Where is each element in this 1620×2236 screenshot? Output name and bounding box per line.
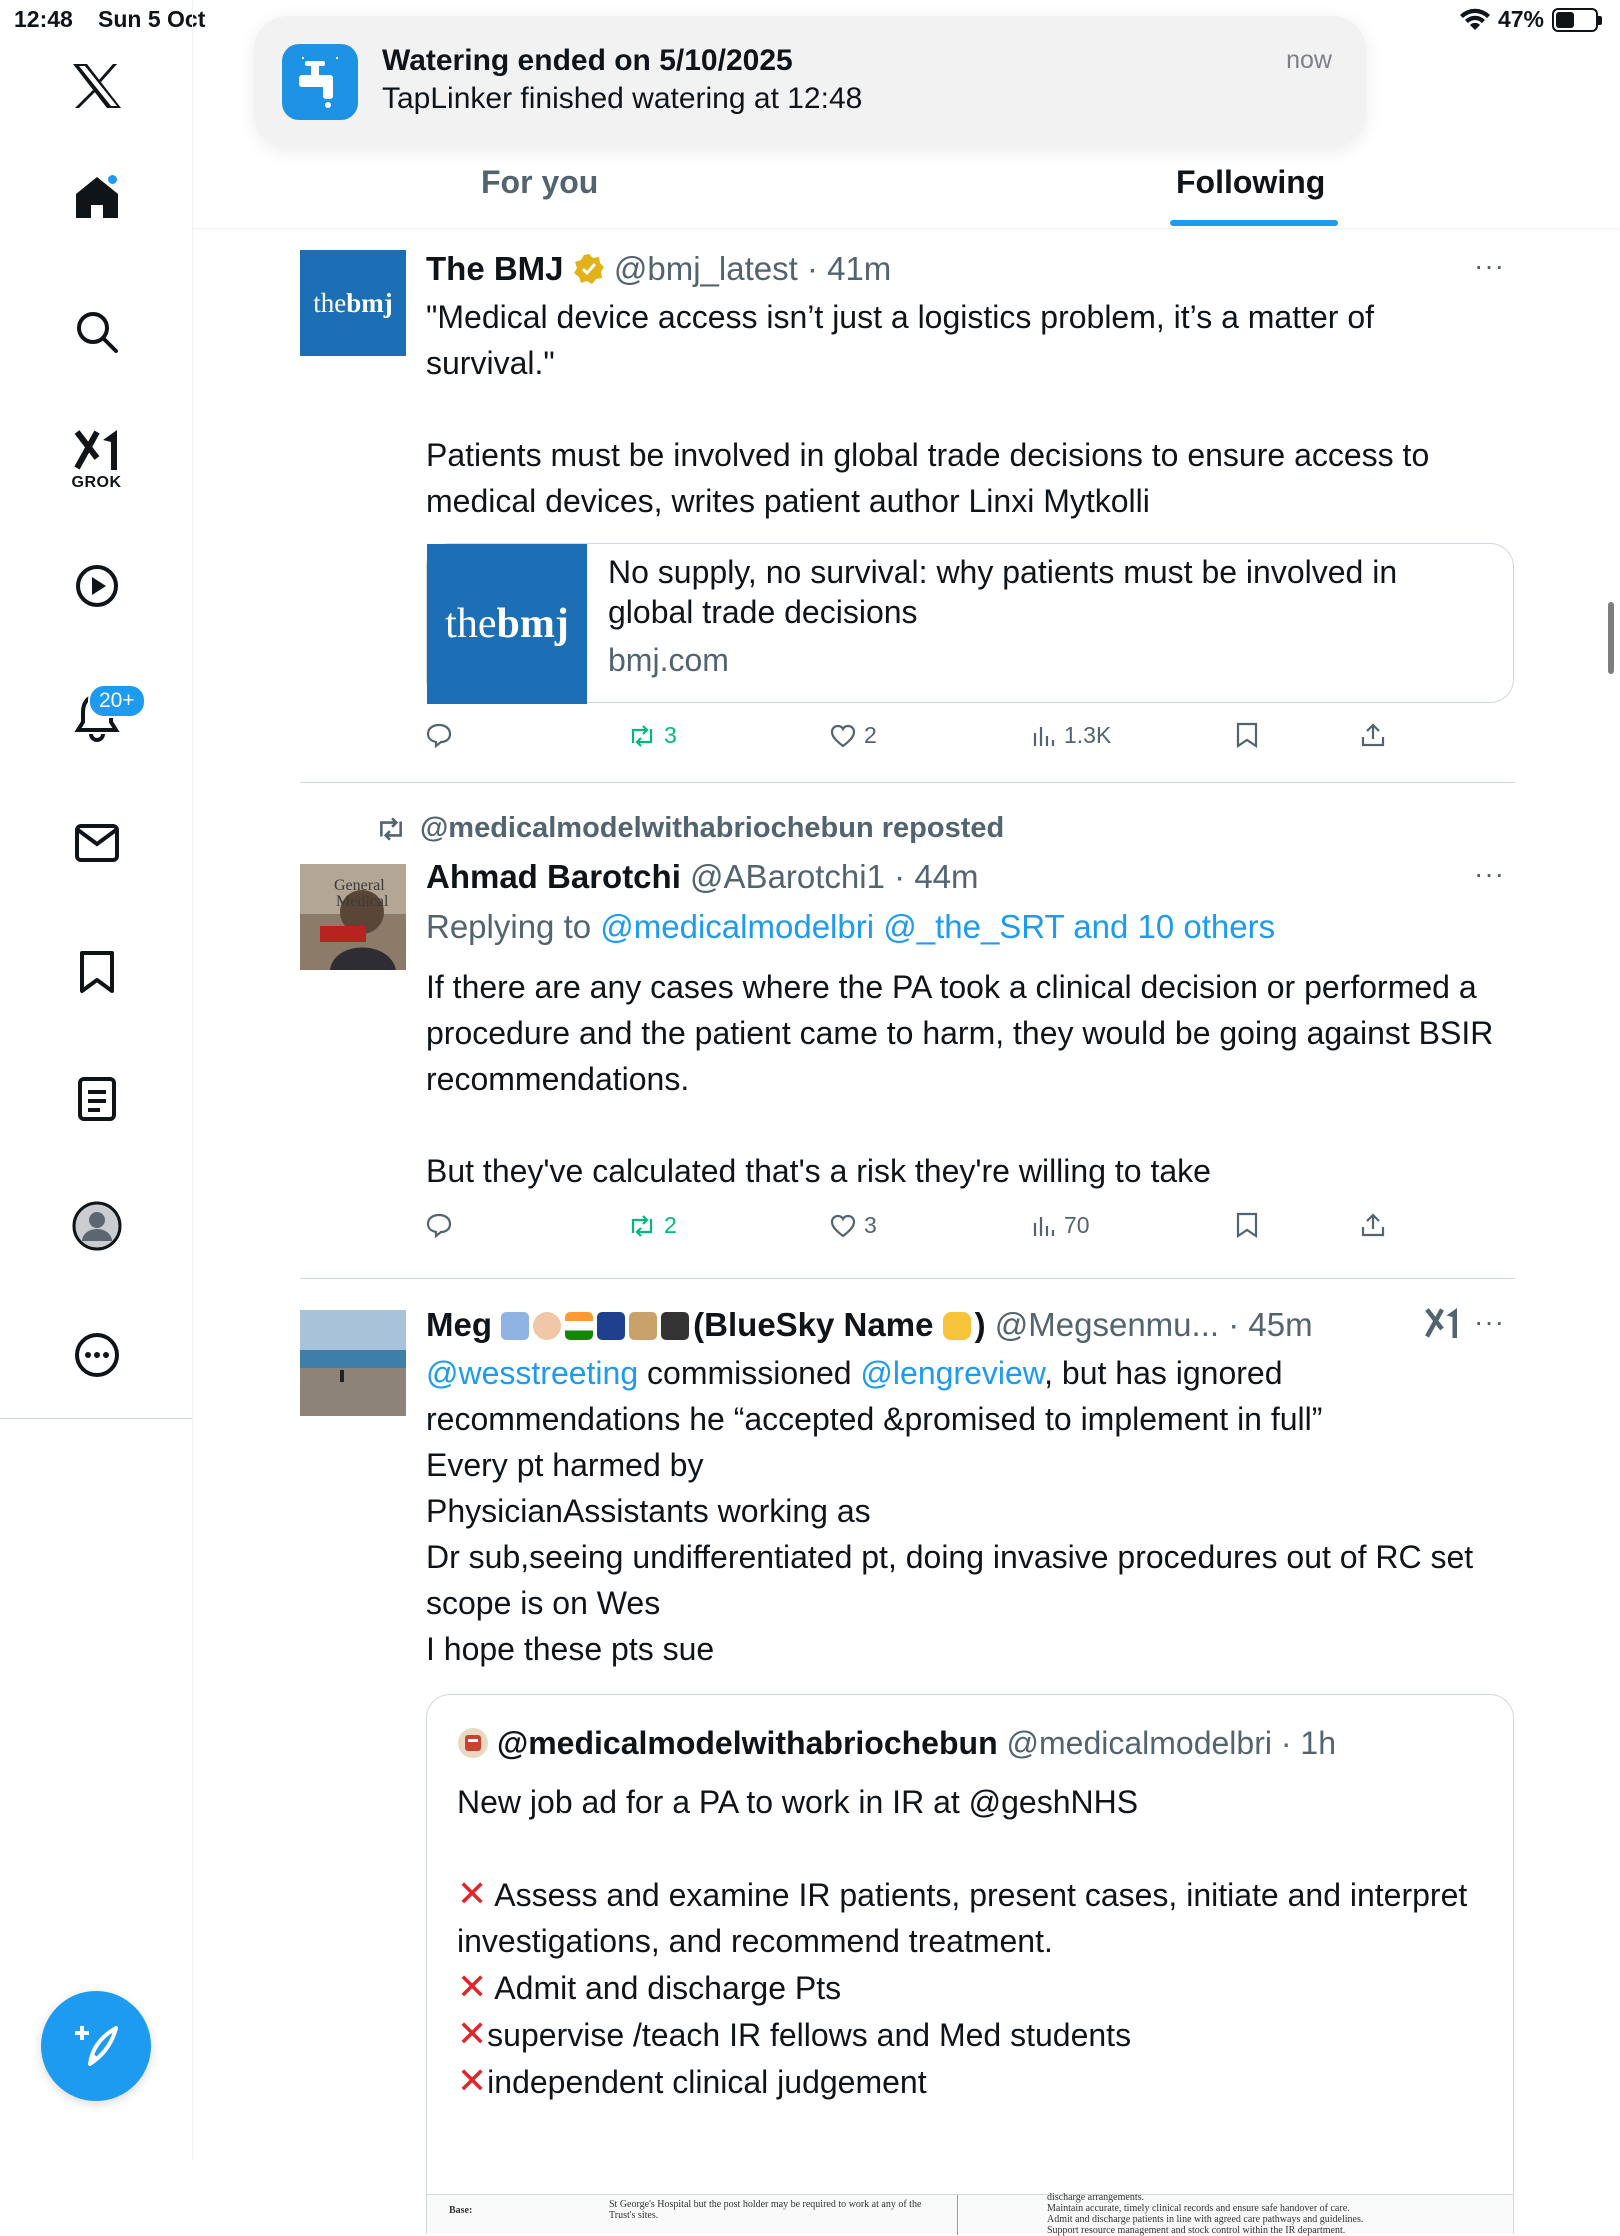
share-button[interactable]	[1360, 1212, 1386, 1238]
job-ad-image	[427, 2194, 1513, 2234]
author-name[interactable]: Ahmad Barotchi	[426, 858, 681, 895]
views-count: 70	[1064, 1212, 1090, 1238]
search-icon[interactable]	[0, 310, 193, 354]
author-handle[interactable]: @Megsenmu...	[994, 1306, 1220, 1343]
heart-icon	[830, 1214, 856, 1238]
grok-label: GROK	[71, 474, 122, 491]
tab-following[interactable]: Following	[1176, 164, 1326, 200]
post-text-paragraph: Patients must be involved in global trade decisions to ensure access to medical devices, writes patient author Linxi Mytkolli	[426, 437, 1430, 519]
author-name[interactable]: The BMJ	[426, 250, 564, 287]
post-divider	[300, 782, 1515, 783]
link-card-title: No supply, no survival: why patients must be involved in global trade decisions	[608, 554, 1398, 630]
repost-icon	[628, 725, 656, 747]
x-logo-icon[interactable]	[0, 62, 193, 110]
doc-text-line: discharge arrangements.	[1047, 2192, 1144, 2203]
post-time[interactable]: 45m	[1248, 1306, 1313, 1343]
bookmark-icon[interactable]	[0, 950, 193, 994]
repost-icon	[376, 817, 406, 841]
status-time: 12:48	[14, 6, 73, 32]
home-notification-dot	[106, 173, 119, 186]
post-text-fragment: , but has ignored recommendations he “accepted &promised to implement in full”	[426, 1355, 1323, 1437]
like-count: 2	[864, 722, 877, 748]
family-emoji-icon	[501, 1312, 529, 1340]
repost-icon	[628, 1215, 656, 1237]
wifi-icon	[1460, 8, 1490, 32]
post-text-paragraph: "Medical device access isn’t just a logistics problem, it’s a matter of survival."	[426, 299, 1375, 381]
post-ahmad-barotchi[interactable]: @medicalmodelwithabriochebun reposted General Medical Ahmad Barotchi @ABarotchi1 · 44m ··· Replying to @medicalmodelbri @_the_SRT and 10 others If there are any cases where the PA took a clinical decision or performed a procedure and the patient came to harm, they would be going against BSIR recommendations. But they've calculated that's a risk they're willing to take 2 3 70	[300, 812, 1515, 1272]
post-text	[426, 964, 1506, 1194]
author-name[interactable]: Meg	[426, 1306, 492, 1343]
quoted-avatar	[457, 1727, 489, 1759]
repost-button[interactable]	[628, 1212, 677, 1239]
more-options-icon[interactable]: ···	[1474, 858, 1505, 889]
notification-badge: 20+	[88, 684, 146, 718]
doc-text-line: Support resource management and stock control within the IR department.	[1047, 2225, 1346, 2236]
sidebar	[0, 0, 193, 2160]
post-actions	[426, 1212, 1516, 1252]
repost-count: 3	[664, 722, 677, 748]
post-text-line: Every pt harmed by	[426, 1447, 704, 1483]
post-text-line: PhysicianAssistants working as	[426, 1493, 871, 1529]
bookmark-button[interactable]	[1236, 1212, 1258, 1238]
avatar[interactable]	[300, 1310, 406, 1416]
compose-icon	[72, 2022, 120, 2070]
grok-icon	[73, 428, 121, 472]
active-tab-indicator	[1170, 220, 1338, 226]
quoted-author-handle[interactable]: @medicalmodelbri	[1006, 1725, 1272, 1761]
link-card-image	[427, 544, 587, 704]
post-meg[interactable]: Meg (BlueSky Name ) @Megsenmu... · 45m ··· @wesstreeting commissioned @lengreview, but has ignored recommendations he “accepted &promised to implement in full” Every pt harmed by PhysicianAssistants working as Dr sub,seeing undifferentiated pt, doing invasive procedures out of RC set scope is on Wes I hope these pts sue @medicalmodelwithabriochebun @medicalmodelbri · 1h New job ad for a PA to work in IR at @geshNHS ✕ Assess and examine IR patients, present cases, initiate and interpret investigations, and recommend treatment. ✕ Admit and discharge Pts ✕supervise /teach IR fellows and Med students ✕independent clinical judgement Base: St George's Hospital but the post holder may be required to work at any of the Trust's sites. discharge arrangements. Maintain accurate, timely clinical records and ensure safe handover of care. Admit and discharge patients in line with agreed care pathways and guidelines. Support resource management and stock control within the IR department.	[300, 1306, 1515, 2160]
cross-mark-icon: ✕	[457, 1873, 488, 1914]
bookmark-icon	[1236, 1212, 1258, 1238]
post-bmj[interactable]: thebmj The BMJ @bmj_latest · 41m ··· "Medical device access isn’t just a logistics problem, it’s a matter of survival." Patients must be involved in global trade decisions to ensure access to medical devices, writes patient author Linxi Mytkolli the bmj No supply, no survival: why patients must be involved in global trade decisions bmj.com 3 2 1.3K	[300, 250, 1515, 780]
post-text-line: I hope these pts sue	[426, 1631, 715, 1667]
doc-text-line: Maintain accurate, timely clinical records and ensure safe handover of care.	[1047, 2203, 1350, 2214]
post-divider	[300, 1278, 1515, 1279]
repost-count: 2	[664, 1212, 677, 1238]
post-time[interactable]: 41m	[827, 250, 892, 287]
quoted-list-item: independent clinical judgement	[487, 2064, 927, 2100]
reply-button[interactable]	[426, 1212, 452, 1238]
compose-button[interactable]	[41, 1991, 151, 2101]
quoted-text-line: New job ad for a PA to work in IR at @geshNHS	[457, 1784, 1139, 1820]
post-text-paragraph: If there are any cases where the PA took a clinical decision or performed a procedure and the patient came to harm, they would be going against BSIR recommendations.	[426, 969, 1494, 1097]
quoted-text	[457, 1779, 1487, 2105]
author-name-suffix: (BlueSky Name	[693, 1306, 934, 1343]
replying-to-link[interactable]: @medicalmodelbri @_the_SRT and 10 others	[600, 908, 1276, 945]
cross-mark-icon: ✕	[457, 1966, 488, 2007]
more-options-icon[interactable]: ···	[1474, 250, 1505, 281]
svg-text:General: General	[334, 877, 385, 894]
share-icon	[1360, 1212, 1386, 1238]
cross-mark-icon: ✕	[457, 2060, 488, 2101]
repost-button[interactable]	[628, 722, 677, 749]
doc-text-line: Admit and discharge patients in line with agreed care pathways and guidelines.	[1047, 2214, 1364, 2225]
health-worker-emoji-icon	[533, 1312, 561, 1340]
like-count: 3	[864, 1212, 877, 1238]
card-image-text-bold: bmj	[496, 601, 569, 647]
doc-base-label: Base:	[449, 2205, 473, 2216]
post-time[interactable]: 44m	[914, 858, 979, 895]
svg-text:Medical: Medical	[336, 893, 389, 910]
link-card[interactable]	[426, 543, 1514, 703]
list-icon[interactable]	[0, 1077, 193, 1121]
more-icon[interactable]	[0, 1332, 193, 1378]
author-name-close: )	[974, 1306, 986, 1343]
notification-banner[interactable]	[254, 16, 1366, 147]
avatar-icon[interactable]	[0, 1201, 193, 1251]
views-count: 1.3K	[1064, 722, 1112, 748]
post-text	[426, 1350, 1506, 1672]
author-handle[interactable]: @ABarotchi1	[690, 858, 885, 895]
more-options-icon[interactable]: ···	[1474, 1306, 1505, 1337]
reply-icon	[426, 1212, 452, 1238]
reply-icon	[426, 722, 452, 748]
avatar[interactable]	[300, 250, 406, 356]
quoted-post[interactable]: @medicalmodelwithabriochebun @medicalmodelbri · 1h New job ad for a PA to work in IR at @geshNHS ✕ Assess and examine IR patients, present cases, initiate and interpret investigations, and recommend treatment. ✕ Admit and discharge Pts ✕supervise /teach IR fellows and Med students ✕independent clinical judgement Base: St George's Hospital but the post holder may be required to work at any of the Trust's sites. discharge arrangements. Maintain accurate, timely clinical records and ensure safe handover of care. Admit and discharge patients in line with agreed care pathways and guidelines. Support resource management and stock control within the IR department.	[426, 1694, 1514, 2234]
play-icon[interactable]	[0, 564, 193, 608]
svg-text:thebmj: thebmj	[313, 288, 393, 318]
like-button[interactable]	[830, 1212, 877, 1239]
tab-for-you[interactable]: For you	[481, 164, 599, 200]
status-date: Sun 5 Oct	[98, 6, 206, 32]
post-text-line: Dr sub,seeing undifferentiated pt, doing invasive procedures out of RC set scope is on Wes	[426, 1539, 1474, 1621]
cricket-emoji-icon	[629, 1312, 657, 1340]
views-button[interactable]	[1032, 722, 1111, 749]
avatar[interactable]	[300, 864, 406, 970]
replying-prefix: Replying to	[426, 908, 592, 945]
scrollbar[interactable]	[1608, 602, 1614, 674]
doc-base-text: St George's Hospital but the post holder may be required to work at any of the Trust's sites.	[609, 2199, 922, 2221]
views-icon	[1032, 725, 1056, 747]
link-card-domain: bmj.com	[608, 642, 729, 678]
bookmark-button[interactable]	[1236, 722, 1258, 748]
notification-time: now	[1286, 46, 1332, 74]
quoted-post-time: 1h	[1300, 1725, 1336, 1761]
pointing-down-emoji-icon	[943, 1312, 971, 1340]
mention-link[interactable]: @wesstreeting	[426, 1355, 639, 1391]
grok-icon[interactable]	[1424, 1306, 1460, 1345]
quoted-author-name[interactable]: @medicalmodelwithabriochebun	[497, 1725, 998, 1761]
repost-by-text[interactable]: @medicalmodelwithabriochebun reposted	[420, 812, 1005, 844]
battery-percent: 47%	[1497, 6, 1544, 32]
notification-body: TapLinker finished watering at 12:48	[382, 82, 863, 115]
post-text	[426, 294, 1506, 524]
author-handle[interactable]: @bmj_latest	[613, 250, 798, 287]
repost-header	[376, 812, 1004, 845]
sidebar-item-grok[interactable]	[0, 428, 193, 492]
heart-icon	[830, 724, 856, 748]
sidebar-divider	[0, 1418, 192, 1419]
quoted-list-item: supervise /teach IR fellows and Med students	[487, 2017, 1132, 2053]
post-text-fragment: commissioned	[638, 1355, 861, 1391]
card-image-text: the	[445, 601, 497, 647]
quoted-list-item: Admit and discharge Pts	[494, 1970, 842, 2006]
reply-button[interactable]	[426, 722, 452, 748]
camera-emoji-icon	[661, 1312, 689, 1340]
battery-icon	[1552, 8, 1598, 32]
cross-mark-icon: ✕	[457, 2013, 488, 2054]
verified-badge-icon	[573, 253, 605, 285]
replying-to	[426, 908, 1275, 946]
post-actions	[426, 722, 1516, 762]
timeline-tabs	[193, 140, 1620, 229]
post-text-paragraph: But they've calculated that's a risk they're willing to take	[426, 1153, 1211, 1189]
india-flag-icon	[565, 1312, 593, 1340]
bookmark-icon	[1236, 722, 1258, 748]
quoted-list-item: Assess and examine IR patients, present cases, initiate and interpret investigations, and recommend treatment.	[457, 1877, 1468, 1959]
home-icon[interactable]	[0, 174, 193, 220]
like-button[interactable]	[830, 722, 877, 749]
notification-title: Watering ended on 5/10/2025	[382, 44, 793, 77]
share-button[interactable]	[1360, 722, 1386, 748]
mail-icon[interactable]	[0, 824, 193, 862]
faucet-icon	[282, 44, 358, 120]
views-icon	[1032, 1215, 1056, 1237]
uk-flag-icon	[597, 1312, 625, 1340]
share-icon	[1360, 722, 1386, 748]
views-button[interactable]	[1032, 1212, 1090, 1239]
mention-link[interactable]: @lengreview	[860, 1355, 1045, 1391]
